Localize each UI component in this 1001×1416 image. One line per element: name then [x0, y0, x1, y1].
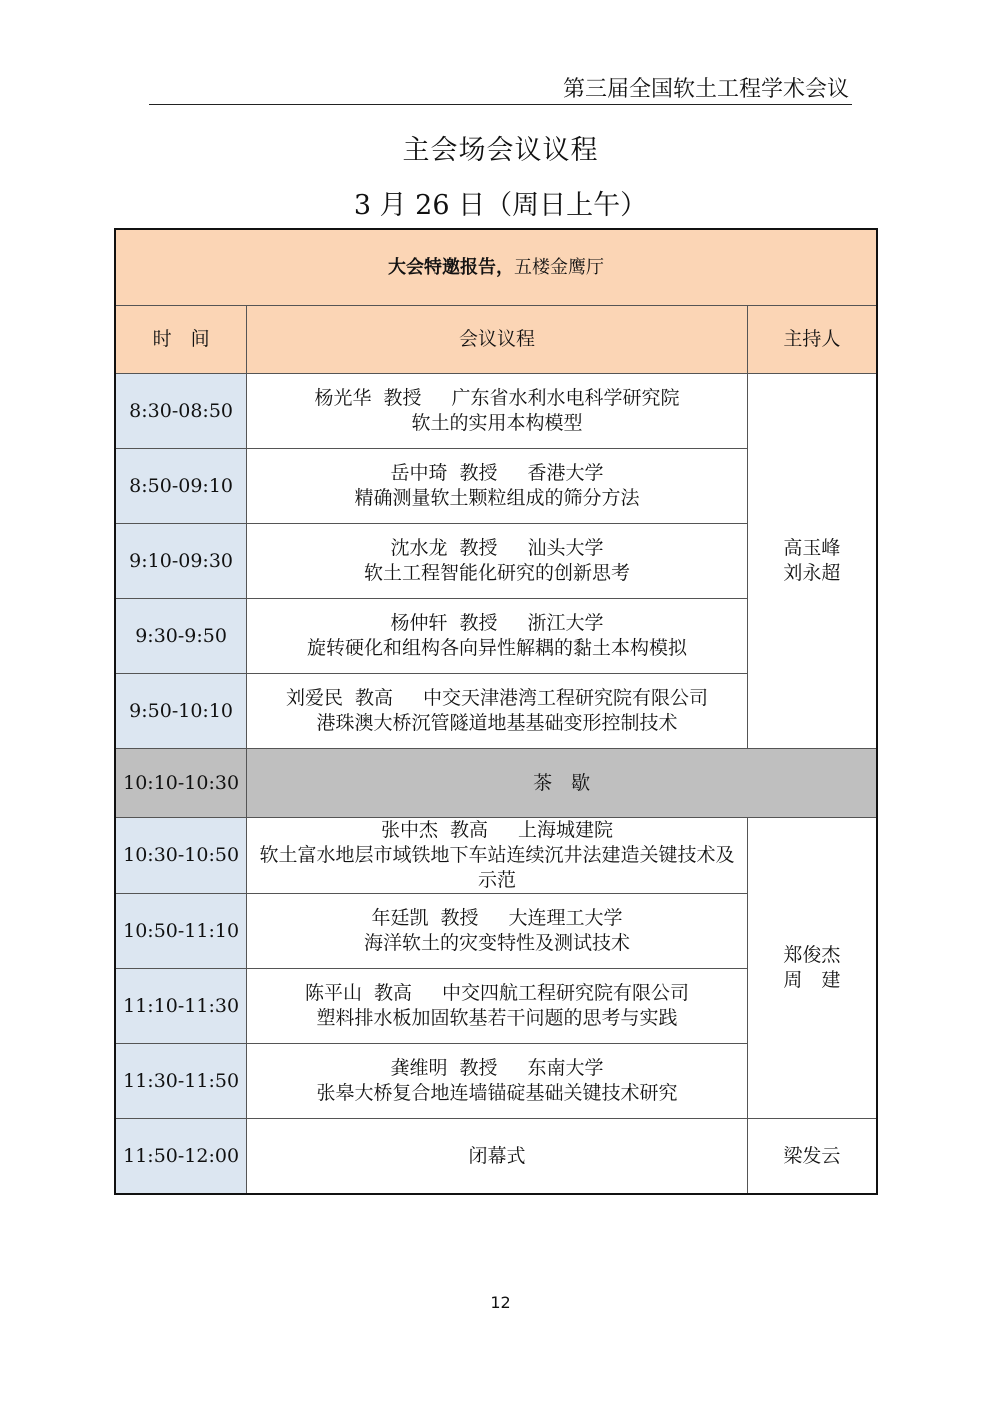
- column-header-agenda: 会议议程: [247, 306, 748, 374]
- speaker-name: 刘爱民: [285, 687, 343, 709]
- talk-cell: [247, 449, 748, 524]
- agenda-table: [114, 228, 878, 1195]
- header-divider: [149, 104, 852, 105]
- talk-time: 8:30-08:50: [115, 374, 247, 449]
- closing-host: 梁发云: [747, 1119, 877, 1195]
- host-name: 周 建: [783, 969, 841, 991]
- column-header-time: 时 间: [115, 306, 247, 374]
- speaker-title: 教授: [383, 387, 422, 409]
- host-name: 郑俊杰: [783, 944, 841, 966]
- talk-topic: 精确测量软土颗粒组成的筛分方法: [354, 487, 640, 509]
- speaker-line: [253, 461, 741, 486]
- column-header-row: [115, 306, 877, 374]
- talk-topic: 张皋大桥复合地连墙锚碇基础关键技术研究: [316, 1082, 678, 1104]
- talk-time: 9:30-9:50: [115, 599, 247, 674]
- date-subtitle: 3 月 26 日（周日上午）: [353, 190, 648, 221]
- session1-hosts: [747, 374, 877, 749]
- speaker-name: 岳中琦: [390, 462, 448, 484]
- talk-time: 10:50-11:10: [115, 894, 247, 969]
- speaker-line: [253, 906, 741, 931]
- host-name: 高玉峰: [783, 537, 841, 559]
- speaker-title: 教授: [459, 612, 498, 634]
- speaker-institution: 中交天津港湾工程研究院有限公司: [422, 687, 708, 709]
- speaker-institution: 东南大学: [527, 1057, 604, 1079]
- speaker-line: [253, 981, 741, 1006]
- speaker-line: [253, 611, 741, 636]
- talk-cell: [247, 599, 748, 674]
- table-row: [115, 818, 877, 894]
- speaker-line: [253, 686, 741, 711]
- speaker-name: 沈水龙: [390, 537, 448, 559]
- talk-time: 9:50-10:10: [115, 674, 247, 749]
- table-row: [115, 374, 877, 449]
- host-name: 刘永超: [783, 562, 841, 584]
- talk-cell: [247, 524, 748, 599]
- speaker-institution: 广东省水利水电科学研究院: [451, 387, 680, 409]
- talk-topic: 塑料排水板加固软基若干问题的思考与实践: [316, 1007, 678, 1029]
- speaker-name: 陈平山: [304, 982, 362, 1004]
- talk-topic: 港珠澳大桥沉管隧道地基基础变形控制技术: [316, 712, 678, 734]
- speaker-title: 教授: [459, 462, 498, 484]
- speaker-title: 教高: [354, 687, 393, 709]
- speaker-line: [253, 818, 741, 843]
- speaker-line: [253, 386, 741, 411]
- talk-time: 8:50-09:10: [115, 449, 247, 524]
- speaker-name: 杨光华: [314, 387, 372, 409]
- column-header-host: 主持人: [747, 306, 877, 374]
- speaker-name: 杨仲轩: [390, 612, 448, 634]
- speaker-title: 教授: [459, 537, 498, 559]
- talk-cell: [247, 969, 748, 1044]
- talk-topic: 软土工程智能化研究的创新思考: [363, 562, 630, 584]
- talk-cell: [247, 818, 748, 894]
- speaker-title: 教高: [373, 982, 412, 1004]
- speaker-title: 教高: [449, 819, 488, 841]
- talk-topic: 海洋软土的灾变特性及测试技术: [363, 932, 630, 954]
- break-row: [115, 749, 877, 818]
- talk-cell: [247, 374, 748, 449]
- talk-topic: 软土富水地层市域铁地下车站连续沉井法建造关键技术及示范: [259, 844, 735, 891]
- speaker-name: 龚维明: [390, 1057, 448, 1079]
- talk-time: 11:10-11:30: [115, 969, 247, 1044]
- closing-time: 11:50-12:00: [115, 1119, 247, 1195]
- talk-time: 11:30-11:50: [115, 1044, 247, 1119]
- conference-header: 第三届全国软土工程学术会议: [562, 77, 849, 102]
- break-time: 10:10-10:30: [115, 749, 247, 818]
- banner-cell: [115, 229, 877, 306]
- speaker-institution: 中交四航工程研究院有限公司: [441, 982, 689, 1004]
- talk-topic: 旋转硬化和组构各向异性解耦的黏土本构模拟: [306, 637, 687, 659]
- speaker-name: 张中杰: [380, 819, 438, 841]
- speaker-line: [253, 536, 741, 561]
- speaker-title: 教授: [440, 907, 479, 929]
- speaker-line: [253, 1056, 741, 1081]
- break-label: 茶 歇: [247, 749, 877, 818]
- banner-row: [115, 229, 877, 306]
- speaker-institution: 上海城建院: [517, 819, 613, 841]
- talk-time: 10:30-10:50: [115, 818, 247, 894]
- speaker-institution: 浙江大学: [527, 612, 604, 634]
- page-title: 主会场会议议程: [402, 135, 599, 166]
- session2-hosts: [747, 818, 877, 1119]
- talk-cell: [247, 894, 748, 969]
- page-number: 12: [490, 1293, 511, 1312]
- talk-cell: [247, 1044, 748, 1119]
- talk-time: 9:10-09:30: [115, 524, 247, 599]
- talk-cell: [247, 674, 748, 749]
- speaker-title: 教授: [459, 1057, 498, 1079]
- speaker-institution: 香港大学: [527, 462, 604, 484]
- speaker-name: 年廷凯: [371, 907, 429, 929]
- speaker-institution: 汕头大学: [527, 537, 604, 559]
- banner-label: 大会特邀报告，: [388, 257, 514, 278]
- talk-topic: 软土的实用本构模型: [411, 412, 583, 434]
- closing-label: 闭幕式: [247, 1119, 748, 1195]
- speaker-institution: 大连理工大学: [508, 907, 623, 929]
- banner-venue: 五楼金鹰厅: [514, 257, 604, 278]
- closing-row: [115, 1119, 877, 1195]
